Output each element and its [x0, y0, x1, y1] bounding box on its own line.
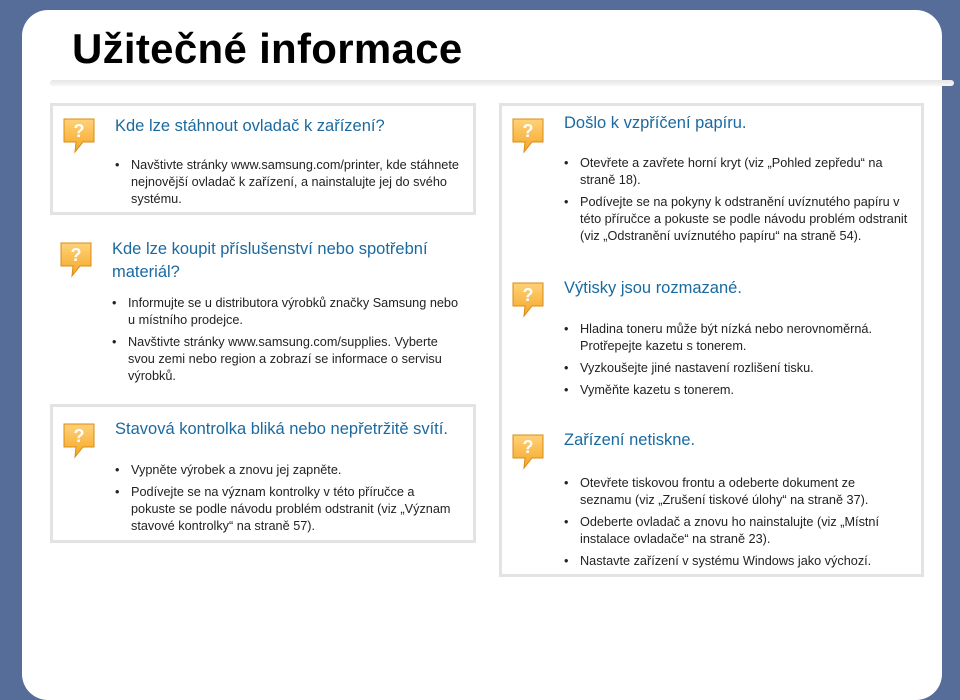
section-heading: Kde lze stáhnout ovladač k zařízení? — [115, 117, 385, 135]
list-item: • Nastavte zařízení v systému Windows jako výchozí. — [564, 553, 909, 570]
list-item: • Otevřete a zavřete horní kryt (viz „Pohled zepředu“ na straně 18). — [564, 155, 909, 189]
left-box-2 — [50, 234, 476, 394]
list-item: • Odeberte ovladač a znovu ho nainstalujte (viz „Místní instalace ovladače“ na straně 23). — [564, 514, 909, 548]
section-list — [115, 462, 461, 540]
list-item: • Podívejte se na pokyny k odstranění uvíznutého papíru v této příručce a pokuste se podle návodu problém odstranit (viz „Odstranění uvíznutého papíru“ na straně 54). — [564, 194, 909, 245]
section-list — [115, 157, 461, 213]
section-heading: Došlo k vzpříčení papíru. — [564, 114, 747, 132]
section-list — [564, 475, 909, 575]
list-item: • Navštivte stránky www.samsung.com/printer, kde stáhnete nejnovější ovladač k zařízení, a nainstalujte jej do svého systému. — [115, 157, 461, 208]
section-heading: Zařízení netiskne. — [564, 431, 696, 449]
title-divider — [50, 80, 954, 86]
question-mark-icon — [510, 432, 546, 470]
section-heading: Výtisky jsou rozmazané. — [564, 279, 742, 297]
list-item: • Navštivte stránky www.samsung.com/supplies. Vyberte svou zemi nebo region a zobrazí se informace o servisu výrobků. — [112, 334, 464, 385]
question-mark-icon — [61, 116, 97, 154]
question-mark-icon — [58, 240, 94, 278]
section-heading: Kde lze koupit příslušenství nebo spotřební materiál? — [112, 240, 428, 281]
section-heading: Stavová kontrolka bliká nebo nepřetržitě svítí. — [115, 420, 448, 438]
right-box — [499, 103, 924, 577]
question-mark-icon — [61, 421, 97, 459]
left-box-1 — [50, 103, 476, 215]
svg-text:?: ? — [70, 245, 82, 265]
page-title: Užitečné informace — [72, 25, 463, 72]
list-item: • Podívejte se na význam kontrolky v této příručce a pokuste se podle návodu problém odstranit (viz „Význam stavové kontrolky“ na straně 57). — [115, 484, 461, 535]
list-item: • Vypněte výrobek a znovu jej zapněte. — [115, 462, 461, 479]
section-list — [564, 155, 909, 250]
question-mark-icon — [510, 116, 546, 154]
list-item: • Informujte se u distributora výrobků značky Samsung nebo u místního prodejce. — [112, 295, 464, 329]
svg-text:?: ? — [73, 426, 85, 446]
svg-text:?: ? — [73, 121, 85, 141]
list-item: • Vyzkoušejte jiné nastavení rozlišení tisku. — [564, 360, 909, 377]
svg-text:?: ? — [522, 285, 534, 305]
list-item: • Vyměňte kazetu s tonerem. — [564, 382, 909, 399]
left-box-3 — [50, 404, 476, 543]
list-item: • Hladina toneru může být nízká nebo nerovnoměrná. Protřepejte kazetu s tonerem. — [564, 321, 909, 355]
svg-text:?: ? — [522, 121, 534, 141]
section-list — [564, 321, 909, 404]
question-mark-icon — [510, 280, 546, 318]
list-item: • Otevřete tiskovou frontu a odeberte dokument ze seznamu (viz „Zrušení tiskové úlohy“ na straně 37). — [564, 475, 909, 509]
svg-text:?: ? — [522, 437, 534, 457]
section-list — [112, 295, 464, 390]
